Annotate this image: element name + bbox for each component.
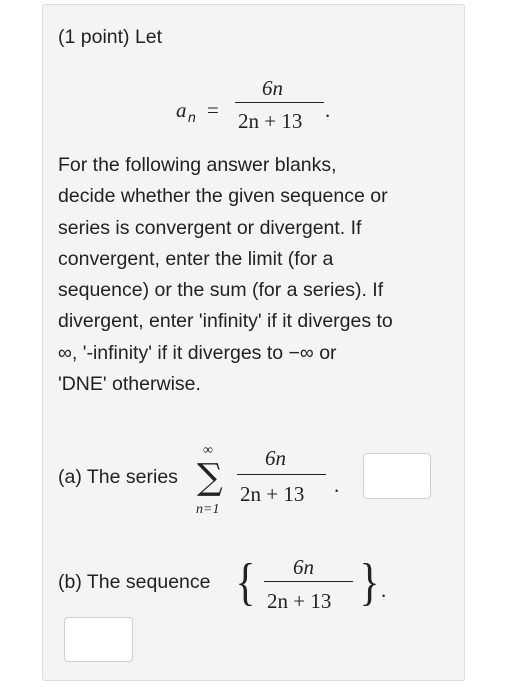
instruction-line: decide whether the given sequence or — [58, 185, 388, 208]
problem-intro: (1 point) Let — [58, 26, 163, 48]
part-a-label: (a) The series — [58, 466, 178, 488]
formula-equals: = — [207, 98, 219, 122]
instruction-line: divergent, enter 'infinity' if it diverges to — [58, 310, 393, 333]
instruction-line: 'DNE' otherwise. — [58, 373, 201, 396]
formula-numerator: 6n — [262, 76, 283, 100]
instructions-paragraph — [58, 150, 458, 400]
formula-fraction-bar — [235, 102, 324, 103]
sum-lower-limit: n=1 — [196, 502, 220, 517]
instruction-line: ∞, '-infinity' if it diverges to −∞ or — [58, 341, 337, 364]
series-period: . — [334, 473, 340, 497]
formula-variable: a — [176, 98, 187, 122]
sequence-numerator: 6n — [293, 555, 314, 579]
sequence-right-brace: } — [359, 554, 380, 611]
sequence-left-brace: { — [235, 554, 256, 611]
formula-denominator: 2n + 13 — [238, 109, 303, 133]
part-b-label: (b) The sequence — [58, 571, 211, 593]
series-denominator: 2n + 13 — [240, 482, 305, 506]
answer-input-a[interactable] — [363, 453, 431, 499]
formula-subscript: n — [188, 109, 196, 125]
series-numerator: 6n — [265, 446, 286, 470]
formula-period: . — [325, 98, 331, 122]
summation-symbol: ∑ — [197, 457, 223, 498]
sequence-period: . — [381, 578, 387, 602]
sequence-denominator: 2n + 13 — [267, 589, 332, 613]
sum-upper-limit: ∞ — [203, 443, 213, 458]
series-fraction-bar — [237, 474, 326, 475]
sequence-fraction-bar — [264, 581, 353, 582]
answer-input-b[interactable] — [64, 617, 133, 662]
instruction-line: convergent, enter the limit (for a — [58, 247, 334, 270]
instruction-line: For the following answer blanks, — [58, 154, 337, 176]
instruction-line: series is convergent or divergent. If — [58, 216, 362, 239]
instruction-line: sequence) or the sum (for a series). If — [58, 279, 384, 302]
